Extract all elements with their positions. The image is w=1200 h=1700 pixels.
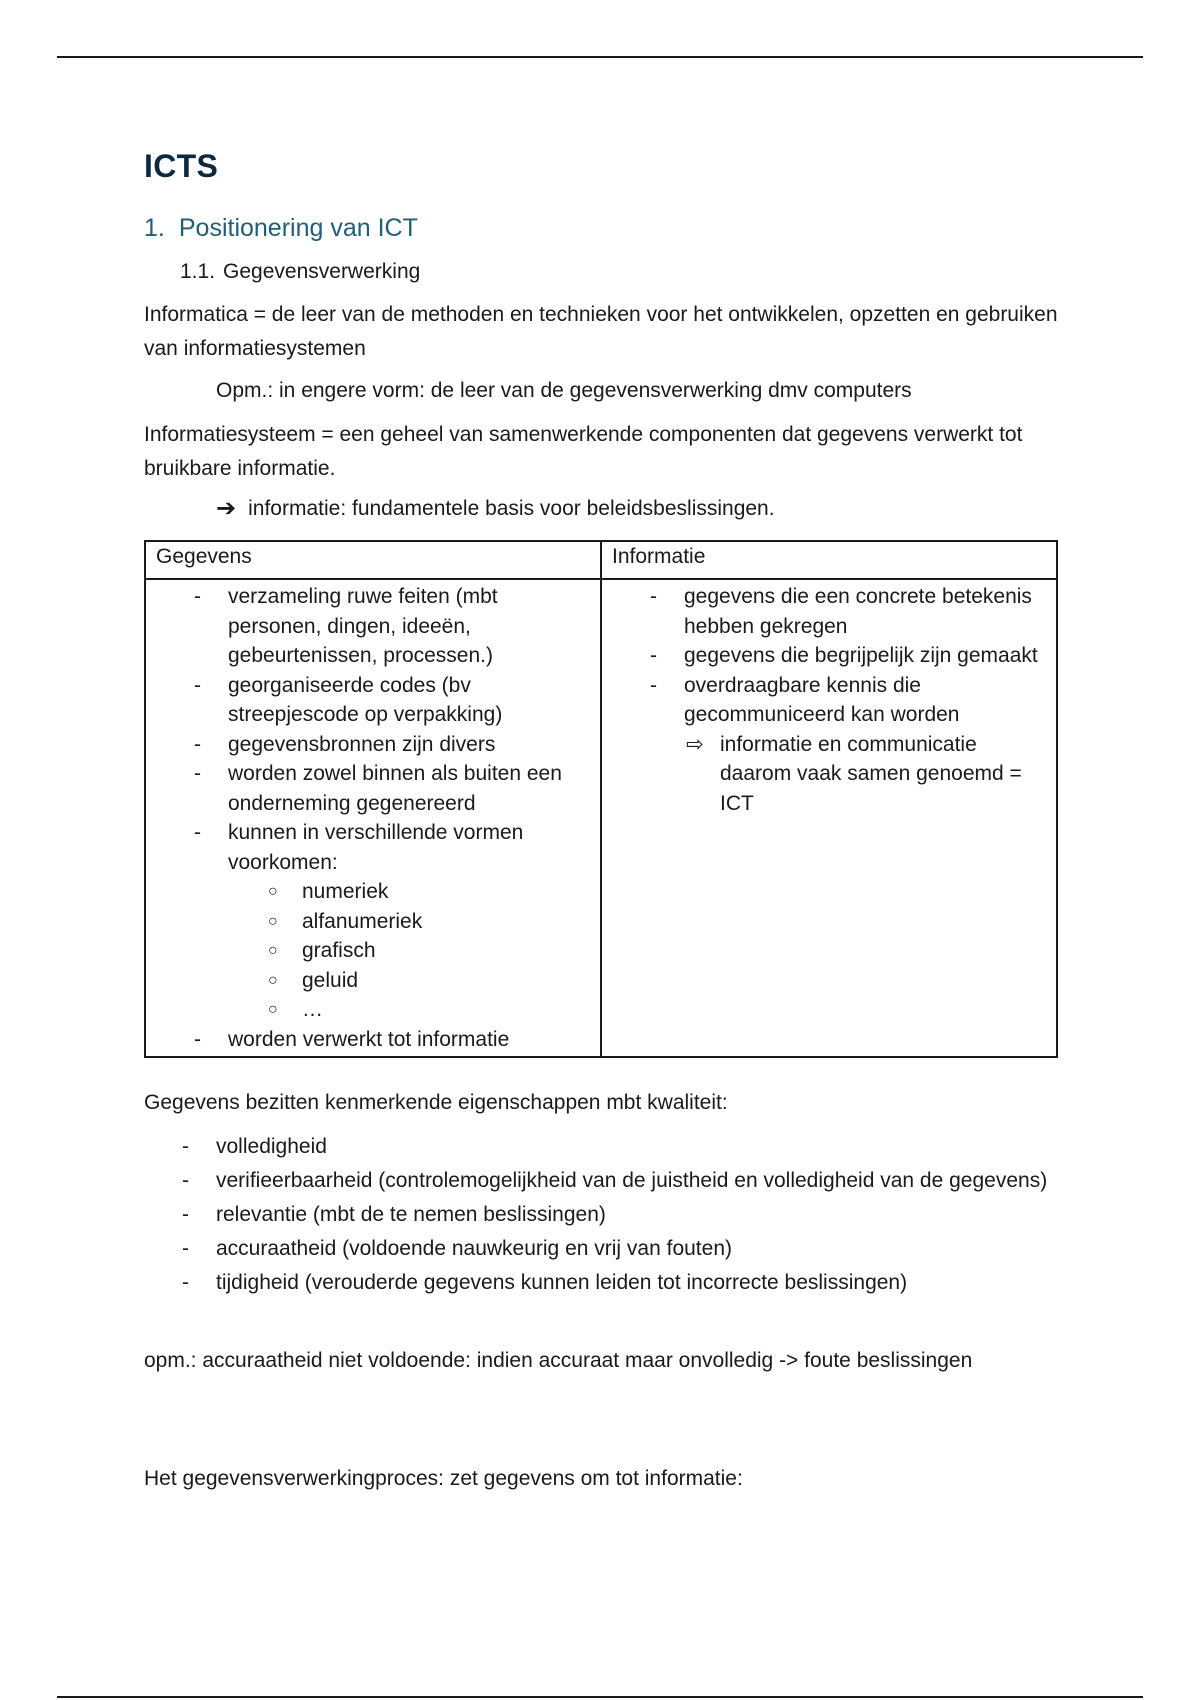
paragraph-opm: Opm.: in engere vorm: de leer van de gegevensverwerking dmv computers <box>216 379 912 402</box>
list-item: - overdraagbare kennis die gecommuniceerd kan worden <box>610 671 1048 730</box>
paragraph-informatica: Informatica = de leer van de methoden en technieken voor het ontwikkelen, opzetten en gebruiken van informatiesystemen <box>144 303 1058 360</box>
list-item: - worden zowel binnen als buiten een onderneming gegenereerd <box>154 759 592 818</box>
table-header-informatie: Informatie <box>601 541 1057 579</box>
table-header-gegevens: Gegevens <box>145 541 601 579</box>
section-heading <box>144 214 418 243</box>
gegevens-cell <box>145 579 601 1057</box>
sublist-item: ○ grafisch <box>228 936 592 966</box>
sublist-item: ○ geluid <box>228 966 592 996</box>
gegevens-list <box>154 582 592 877</box>
list-item: - gegevens die een concrete betekenis hebben gekregen <box>610 582 1048 641</box>
list-item: - verzameling ruwe feiten (mbt personen, dingen, ideeën, gebeurtenissen, processen.) <box>154 582 592 671</box>
subsection-number: 1.1. <box>180 260 216 283</box>
list-item: - tijdigheid (verouderde gegevens kunnen leiden tot incorrecte beslissingen) <box>144 1266 1064 1300</box>
list-item-text: kunnen in verschillende vormen voorkomen: <box>228 821 524 874</box>
list-item <box>154 818 592 877</box>
list-item: - verifieerbaarheid (controlemogelijkheid van de juistheid en volledigheid van de gegevens) <box>144 1164 1064 1198</box>
paragraph-quality: Gegevens bezitten kenmerkende eigenschappen mbt kwaliteit: <box>144 1091 728 1114</box>
outline-arrow-icon: ⇨ <box>686 732 704 756</box>
section-number: 1. <box>144 214 165 242</box>
right-arrow-icon: ➔ <box>216 495 237 522</box>
forms-sublist <box>154 877 592 1025</box>
paragraph-informatiesysteem: Informatiesysteem = een geheel van samenwerkende componenten dat gegevens verwerkt tot bruikbare informatie. <box>144 423 1023 480</box>
gegevens-list-end <box>154 1025 592 1055</box>
footer-rule <box>57 1696 1143 1698</box>
subsection-title: Gegevensverwerking <box>223 260 421 283</box>
paragraph-process: Het gegevensverwerkingproces: zet gegevens om tot informatie: <box>144 1467 743 1490</box>
sublist-item: ○ … <box>228 995 592 1025</box>
ict-note <box>610 730 1048 819</box>
header-rule <box>57 56 1143 58</box>
subsection-heading <box>180 260 420 284</box>
section-title: Positionering van ICT <box>178 214 418 242</box>
informatie-list <box>610 582 1048 730</box>
list-item: - worden verwerkt tot informatie <box>154 1025 592 1055</box>
list-item: - relevantie (mbt de te nemen beslissingen) <box>144 1198 1064 1232</box>
arrow-note-text: informatie: fundamentele basis voor beleidsbeslissingen. <box>248 497 775 520</box>
document-title: ICTS <box>144 148 219 184</box>
informatie-cell <box>601 579 1057 1057</box>
arrow-note <box>216 492 1136 526</box>
list-item: - georganiseerde codes (bv streepjescode op verpakking) <box>154 671 592 730</box>
list-item: - volledigheid <box>144 1130 1064 1164</box>
quality-list <box>144 1130 1064 1300</box>
sublist-item: ○ alfanumeriek <box>228 907 592 937</box>
paragraph-opm-accuraatheid: opm.: accuraatheid niet voldoende: indien accuraat maar onvolledig -> foute beslissingen <box>144 1349 973 1372</box>
list-item: - gegevensbronnen zijn divers <box>154 730 592 760</box>
list-item: - accuraatheid (voldoende nauwkeurig en vrij van fouten) <box>144 1232 1064 1266</box>
ict-note-text: informatie en communicatie daarom vaak samen genoemd = ICT <box>720 732 1022 815</box>
gegevens-informatie-table <box>144 540 1058 1058</box>
list-item: - gegevens die begrijpelijk zijn gemaakt <box>610 641 1048 671</box>
sublist-item: ○ numeriek <box>228 877 592 907</box>
